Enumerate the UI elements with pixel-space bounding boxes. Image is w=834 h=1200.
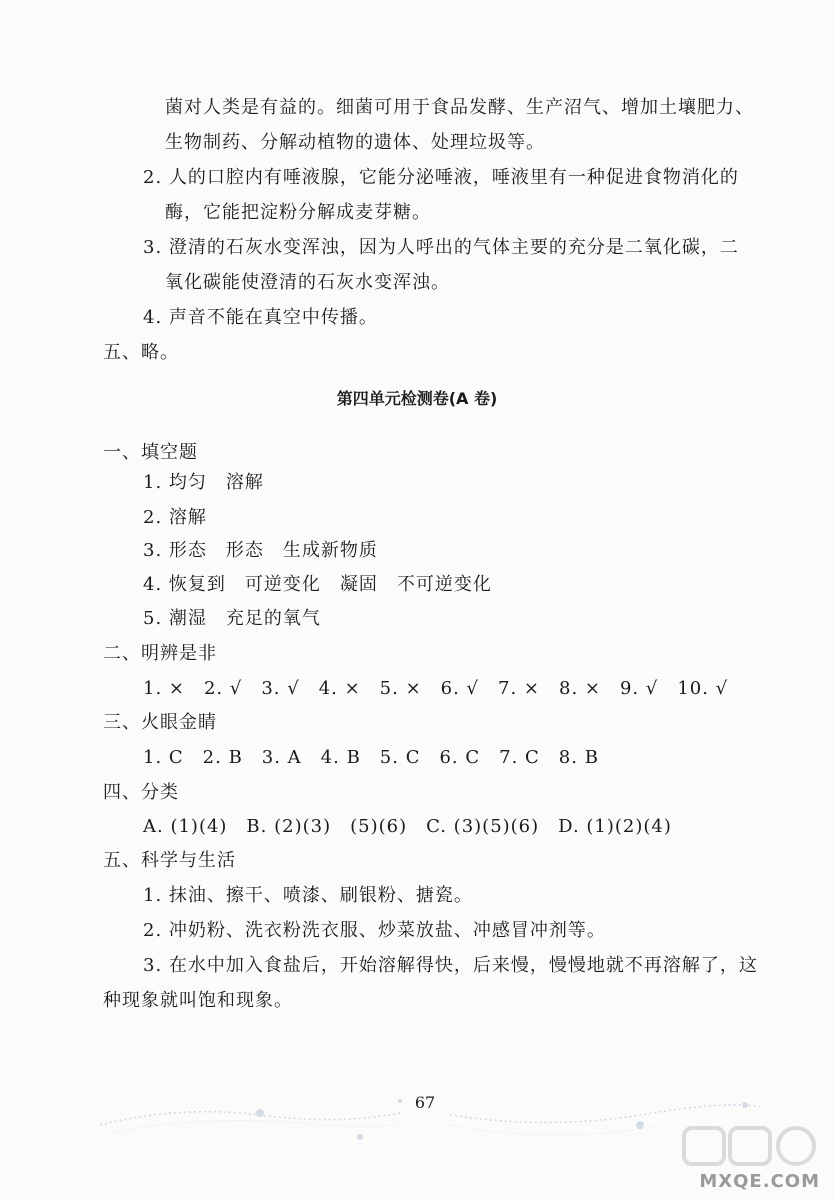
text-line: 种现象就叫饱和现象。 xyxy=(103,990,293,1011)
text-line: 3. 在水中加入食盐后，开始溶解得快，后来慢，慢慢地就不再溶解了，这 xyxy=(143,955,758,976)
text-line: 4. 声音不能在真空中传播。 xyxy=(143,307,378,328)
section-heading: 二、明辨是非 xyxy=(103,643,217,664)
text-line: 1. 均匀 溶解 xyxy=(143,472,264,493)
text-line: 2. 冲奶粉、洗衣粉洗衣服、炒菜放盐、冲感冒冲剂等。 xyxy=(143,920,606,941)
text-line: 1. × 2. √ 3. √ 4. × 5. × 6. √ 7. × 8. × 9. √ 10. √ xyxy=(143,678,729,699)
text-line: 菌对人类是有益的。细菌可用于食品发酵、生产沼气、增加土壤肥力、 xyxy=(165,97,754,118)
text-line: 酶，它能把淀粉分解成麦芽糖。 xyxy=(165,202,431,223)
section-heading: 一、填空题 xyxy=(103,442,198,463)
text-line: 5. 潮湿 充足的氧气 xyxy=(143,608,321,629)
text-line: 五、略。 xyxy=(103,342,179,363)
section-heading: 三、火眼金睛 xyxy=(103,712,217,733)
text-line: 1. 抹油、擦干、喷漆、刷银粉、搪瓷。 xyxy=(143,885,473,906)
watermark-text: MXQE.COM xyxy=(699,1171,820,1192)
text-line: 1. C 2. B 3. A 4. B 5. C 6. C 7. C 8. B xyxy=(143,747,599,768)
section-title: 第四单元检测卷(A 卷) xyxy=(336,389,498,408)
section-heading: 四、分类 xyxy=(103,782,179,803)
text-line: 4. 恢复到 可逆变化 凝固 不可逆变化 xyxy=(143,574,492,595)
page-number: 67 xyxy=(414,1093,436,1112)
text-line: 生物制药、分解动植物的遗体、处理垃圾等。 xyxy=(165,132,545,153)
text-line: 3. 形态 形态 生成新物质 xyxy=(143,540,378,561)
text-line: 3. 澄清的石灰水变浑浊，因为人呼出的气体主要的充分是二氧化碳，二 xyxy=(143,237,739,258)
text-line: 氧化碳能使澄清的石灰水变浑浊。 xyxy=(165,272,450,293)
text-line: A. (1)(4) B. (2)(3) (5)(6) C. (3)(5)(6) D. (1)(2)(4) xyxy=(143,816,672,837)
text-line: 2. 溶解 xyxy=(143,507,207,528)
section-heading: 五、科学与生活 xyxy=(103,850,236,871)
text-line: 2. 人的口腔内有唾液腺，它能分泌唾液，唾液里有一种促进食物消化的 xyxy=(143,167,739,188)
